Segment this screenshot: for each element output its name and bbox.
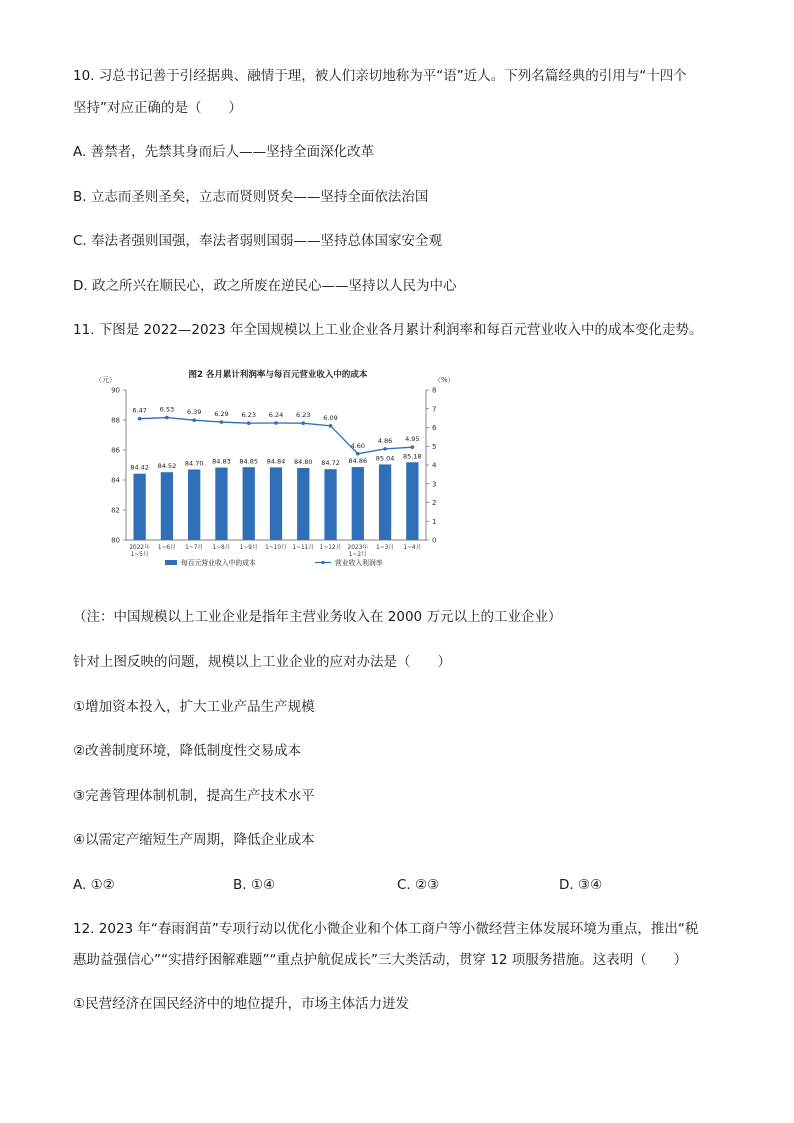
profit-rate-label: 6.39 — [186, 408, 202, 417]
profit-rate-point — [220, 420, 224, 424]
cost-bar — [297, 468, 309, 540]
q10-stem-line2: 坚持”对应正确的是（ ） — [73, 100, 242, 116]
q10-option-a: A. 善禁者，先禁其身而后人——坚持全面深化改革 — [73, 144, 375, 160]
q11-item-3: ③完善管理体制机制，提高生产技术水平 — [73, 788, 315, 804]
q12-item-1: ①民营经济在国民经济中的地位提升，市场主体活力迸发 — [73, 996, 410, 1012]
profit-rate-point — [383, 447, 387, 451]
x-tick-label: 2022年 — [129, 545, 150, 551]
cost-bar — [134, 474, 146, 540]
cost-bar — [215, 468, 227, 540]
profit-rate-point — [274, 421, 278, 425]
x-tick-label: 1~5月 — [130, 552, 149, 558]
profit-rate-label: 6.47 — [132, 406, 147, 415]
left-tick-label: 82 — [111, 506, 120, 515]
profit-rate-label: 4.95 — [405, 435, 420, 444]
x-tick-label: 1~8月 — [212, 545, 231, 551]
left-axis-unit: （元） — [95, 376, 116, 384]
q11-choice-d: D. ③④ — [559, 877, 603, 893]
profit-rate-point — [356, 452, 360, 456]
cost-bar-label: 84.85 — [239, 457, 259, 466]
cost-bar — [161, 472, 173, 540]
profit-rate-label: 6.29 — [214, 410, 229, 419]
cost-bar-label: 84.84 — [266, 457, 286, 466]
x-tick-label: 1~10月 — [265, 545, 287, 551]
profit-rate-label: 6.23 — [296, 411, 311, 420]
cost-bar-label: 84.70 — [184, 459, 204, 468]
x-tick-label: 1~3月 — [376, 545, 395, 551]
cost-bar-label: 85.04 — [375, 454, 395, 463]
profit-rate-point — [329, 424, 333, 428]
cost-bar — [352, 467, 364, 540]
profit-rate-point — [301, 421, 305, 425]
q12-stem-line2: 惠助益强信心”“实措纾困解难题”“重点护航促成长”三大类活动，贯穿 12 项服务措施。这表明（ ） — [73, 952, 688, 968]
q11-stem: 11. 下图是 2022—2023 年全国规模以上工业企业各月累计利润率和每百元营业收入中的成本变化走势。 — [73, 322, 703, 338]
profit-rate-point — [165, 416, 169, 420]
left-tick-label: 86 — [111, 446, 120, 455]
left-tick-label: 90 — [111, 386, 120, 395]
cost-bar-label: 84.80 — [293, 458, 313, 466]
x-tick-label: 1~12月 — [319, 545, 342, 551]
cost-bar — [188, 470, 200, 541]
x-tick-label: 1~7月 — [185, 545, 204, 551]
legend-bar-swatch — [165, 560, 177, 565]
profit-rate-label: 4.60 — [350, 441, 366, 450]
q12-stem-line1: 12. 2023 年“春雨润苗”专项行动以优化小微企业和个体工商户等小微经营主体发展环境为重点，推出“税 — [73, 921, 699, 937]
left-tick-label: 80 — [111, 536, 120, 545]
q10-option-b: B. 立志而圣则圣矣，立志而贤则贤矣——坚持全面依法治国 — [73, 189, 429, 205]
profit-rate-point — [411, 445, 415, 449]
x-tick-label: 1~2月 — [348, 552, 367, 558]
x-tick-label: 2023年 — [347, 545, 369, 551]
right-tick-label: 0 — [432, 536, 437, 545]
profit-rate-point — [138, 417, 142, 421]
cost-bar — [406, 462, 418, 540]
right-tick-label: 6 — [432, 424, 437, 432]
q11-item-1: ①增加资本投入，扩大工业产品生产规模 — [73, 699, 315, 715]
left-tick-label: 84 — [111, 476, 120, 485]
right-tick-label: 7 — [432, 405, 437, 414]
cost-bar-label: 85.18 — [403, 452, 422, 461]
cost-bar — [324, 469, 336, 540]
cost-bar-label: 84.86 — [348, 457, 368, 466]
cost-bar-label: 84.72 — [321, 459, 340, 468]
cost-bar — [379, 464, 391, 540]
right-tick-label: 5 — [432, 442, 437, 451]
legend-line-marker — [321, 561, 324, 564]
x-tick-label: 1~6月 — [157, 545, 176, 551]
profit-rate-label: 6.24 — [268, 411, 284, 419]
profit-rate-label: 4.86 — [377, 436, 393, 445]
chart-title: 图2 各月累计利润率与每百元营业收入中的成本 — [188, 370, 368, 380]
profit-rate-point — [192, 418, 196, 422]
right-tick-label: 4 — [432, 461, 437, 470]
q11-choice-a: A. ①② — [73, 877, 115, 893]
x-tick-label: 1~4月 — [403, 545, 422, 551]
q10-option-d: D. 政之所兴在顺民心，政之所废在逆民心——坚持以人民为中心 — [73, 278, 457, 294]
q11-item-2: ②改善制度环境，降低制度性交易成本 — [73, 743, 302, 759]
cost-bar — [243, 467, 255, 540]
right-tick-label: 8 — [432, 386, 437, 395]
q11-choice-b: B. ①④ — [233, 877, 276, 893]
q11-item-4: ④以需定产缩短生产周期，降低企业成本 — [73, 832, 315, 848]
profit-rate-label: 6.53 — [159, 405, 175, 414]
cost-bar-label: 84.42 — [130, 463, 149, 472]
q10-stem-line1: 10. 习总书记善于引经据典、融情于理，被人们亲切地称为平“语”近人。下列名篇经典的引用与“十四个 — [73, 68, 687, 84]
q11-question: 针对上图反映的问题，规模以上工业企业的应对办法是（ ） — [73, 654, 451, 670]
right-tick-label: 3 — [432, 480, 437, 489]
q11-note: （注：中国规模以上工业企业是指年主营业务收入在 2000 万元以上的工业企业） — [73, 609, 562, 625]
cost-bar-label: 84.52 — [157, 462, 177, 471]
cost-bar — [270, 467, 282, 540]
profit-rate-point — [247, 421, 251, 425]
q11-choice-c: C. ②③ — [397, 877, 440, 893]
right-axis-unit: （%） — [434, 376, 455, 384]
x-tick-label: 1~9月 — [239, 545, 258, 551]
right-tick-label: 1 — [432, 517, 437, 526]
left-tick-label: 88 — [111, 416, 120, 425]
legend-bar-label: 每百元营业收入中的成本 — [181, 559, 256, 567]
x-tick-label: 1~11月 — [292, 545, 315, 551]
cost-profit-chart — [93, 362, 463, 572]
q10-option-c: C. 奉法者强则国强，奉法者弱则国弱——坚持总体国家安全观 — [73, 233, 443, 249]
right-tick-label: 2 — [432, 499, 437, 507]
profit-rate-label: 6.23 — [241, 411, 256, 420]
cost-bar-label: 84.83 — [212, 457, 231, 466]
profit-rate-label: 6.09 — [323, 413, 338, 422]
legend-line-label: 营业收入利润率 — [335, 559, 383, 567]
